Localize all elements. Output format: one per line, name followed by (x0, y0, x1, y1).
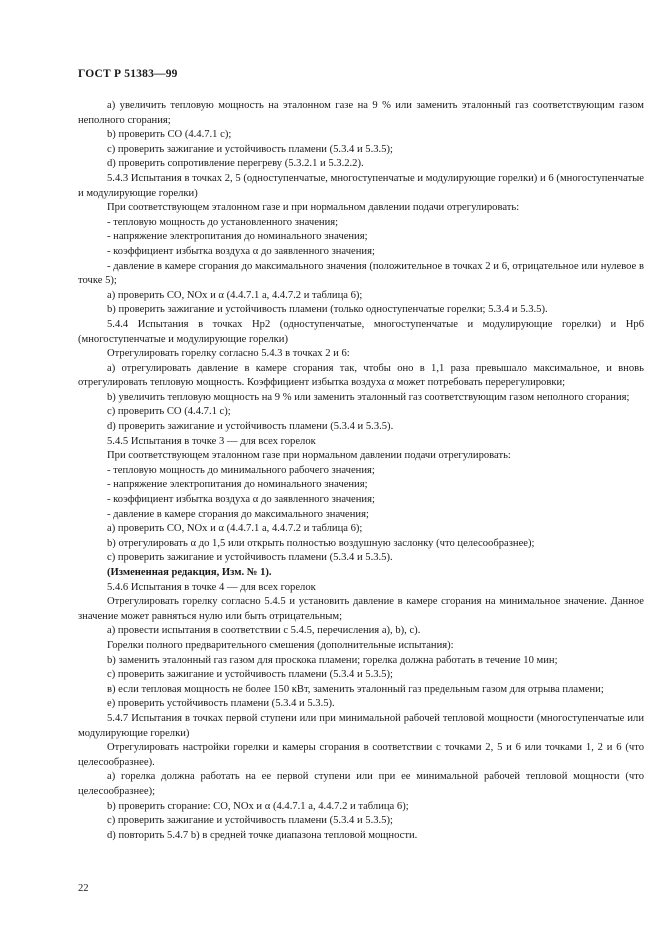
paragraph: b) заменить эталонный газ газом для проскока пламени; горелка должна работать в течение 10 мин; (107, 654, 558, 666)
paragraph: а) отрегулировать давление в камере сгорания так, чтобы оно в 1,1 раза превышало максимальное, и вновь отрегулировать тепловую мощность. Коэффициент избытка воздуха α может потребовать перерегулировки; (78, 362, 644, 389)
paragraph: с) проверить зажигание и устойчивость пламени (5.3.4 и 5.3.5); (107, 143, 393, 155)
paragraph: а) увеличить тепловую мощность на эталонном газе на 9 % или заменить эталонный газ соответствующим газом неполного сгорания; (78, 100, 644, 126)
paragraph: - напряжение электропитания до номинального значения; (107, 479, 368, 491)
paragraph: - тепловую мощность до установленного значения; (107, 216, 339, 228)
paragraph: - коэффициент избытка воздуха α до заявленного значения; (107, 245, 375, 257)
paragraph: - давление в камере сгорания до максимального значения; (107, 508, 369, 520)
paragraph: При соответствующем эталонном газе и при нормальном давлении подачи отрегулировать: (107, 202, 520, 214)
paragraph: с) проверить зажигание и устойчивость пламени (5.3.4 и 5.3.5). (107, 552, 393, 564)
paragraph: а) горелка должна работать на ее первой ступени или при ее минимальной рабочей тепловой мощности (что целесообразнее); (78, 771, 644, 797)
paragraph: - давление в камере сгорания до максимального значения (положительное в точках 2 и 6, отрицательное или нулевое в точке 5); (78, 260, 644, 287)
paragraph: d) проверить зажигание и устойчивость пламени (5.3.4 и 5.3.5). (107, 421, 394, 433)
paragraph: с) проверить СО (4.4.7.1 с); (107, 406, 231, 418)
paragraph: в) если тепловая мощность не более 150 кВт, заменить эталонный газ предельным газом для отрыва пламени; (107, 683, 604, 695)
paragraph: (Измененная редакция, Изм. № 1). (107, 567, 272, 578)
page-number: 22 (78, 883, 89, 894)
paragraph: а) проверить СО, NOx и α (4.4.7.1 а, 4.4.7.2 и таблица 6); (107, 523, 363, 535)
paragraph: - коэффициент избытка воздуха α до заявленного значения; (107, 494, 375, 506)
paragraph: При соответствующем эталонном газе при нормальном давлении подачи отрегулировать: (107, 450, 511, 462)
paragraph: а) проверить СО, NOx и α (4.4.7.1 а, 4.4.7.2 и таблица 6); (107, 289, 363, 301)
paragraph: 5.4.3 Испытания в точках 2, 5 (одноступенчатые, многоступенчатые и модулирующие горелки) и 6 (многоступенчатые и модулирующие горелки) (78, 172, 644, 199)
paragraph: Горелки полного предварительного смешения (дополнительные испытания): (107, 639, 454, 651)
paragraph: d) повторить 5.4.7 b) в средней точке диапазона тепловой мощности. (107, 829, 418, 841)
paragraph: 5.4.5 Испытания в точке 3 — для всех горелок (107, 435, 316, 447)
paragraph: d) проверить сопротивление перегреву (5.3.2.1 и 5.3.2.2). (107, 158, 364, 170)
paragraph: 5.4.6 Испытания в точке 4 — для всех горелок (107, 581, 316, 593)
paragraph: - тепловую мощность до минимального рабочего значения; (107, 464, 375, 476)
paragraph: - напряжение электропитания до номинального значения; (107, 231, 368, 243)
paragraph: b) проверить СО (4.4.7.1 с); (107, 129, 232, 141)
paragraph: Отрегулировать горелку согласно 5.4.5 и установить давление в камере сгорания на минимальное значение. Данное значение может равняться нулю или быть отрицательным; (78, 596, 644, 622)
paragraph: с) проверить зажигание и устойчивость пламени (5.3.4 и 5.3.5); (107, 815, 393, 827)
paragraph: с) проверить зажигание и устойчивость пламени (5.3.4 и 5.3.5); (107, 669, 393, 681)
paragraph: b) проверить сгорание: СО, NOx и α (4.4.7.1 а, 4.4.7.2 и таблица 6); (107, 800, 409, 812)
paragraph: 5.4.4 Испытания в точках Нр2 (одноступенчатые, многоступенчатые и модулирующие горелки) и Нр6 (многоступенчатые и модулирующие горелки) (78, 318, 644, 345)
paragraph: е) проверить устойчивость пламени (5.3.4 и 5.3.5). (107, 698, 335, 710)
paragraph: Отрегулировать настройки горелки и камеры сгорания в соответствии с точками 2, 5 и 6 или точками 1, 2 и 6 (что целесообразнее). (78, 742, 644, 768)
document-header: ГОСТ Р 51383—99 (78, 68, 178, 80)
paragraph: b) отрегулировать α до 1,5 или открыть полностью воздушную заслонку (что целесообразнее); (107, 537, 535, 549)
document-body (78, 99, 644, 843)
paragraph: b) проверить зажигание и устойчивость пламени (только одноступенчатые горелки; 5.3.4 и 5.3.5). (107, 304, 548, 316)
paragraph: b) увеличить тепловую мощность на 9 % или заменить эталонный газ соответствующим газом неполного сгорания; (107, 391, 630, 403)
paragraph: 5.4.7 Испытания в точках первой ступени или при минимальной рабочей тепловой мощности (многоступенчатые или модулирующие горелки) (78, 712, 644, 739)
paragraph: Отрегулировать горелку согласно 5.4.3 в точках 2 и 6: (107, 348, 350, 360)
paragraph: а) провести испытания в соответствии с 5.4.5, перечисления а), b), с). (107, 625, 421, 637)
